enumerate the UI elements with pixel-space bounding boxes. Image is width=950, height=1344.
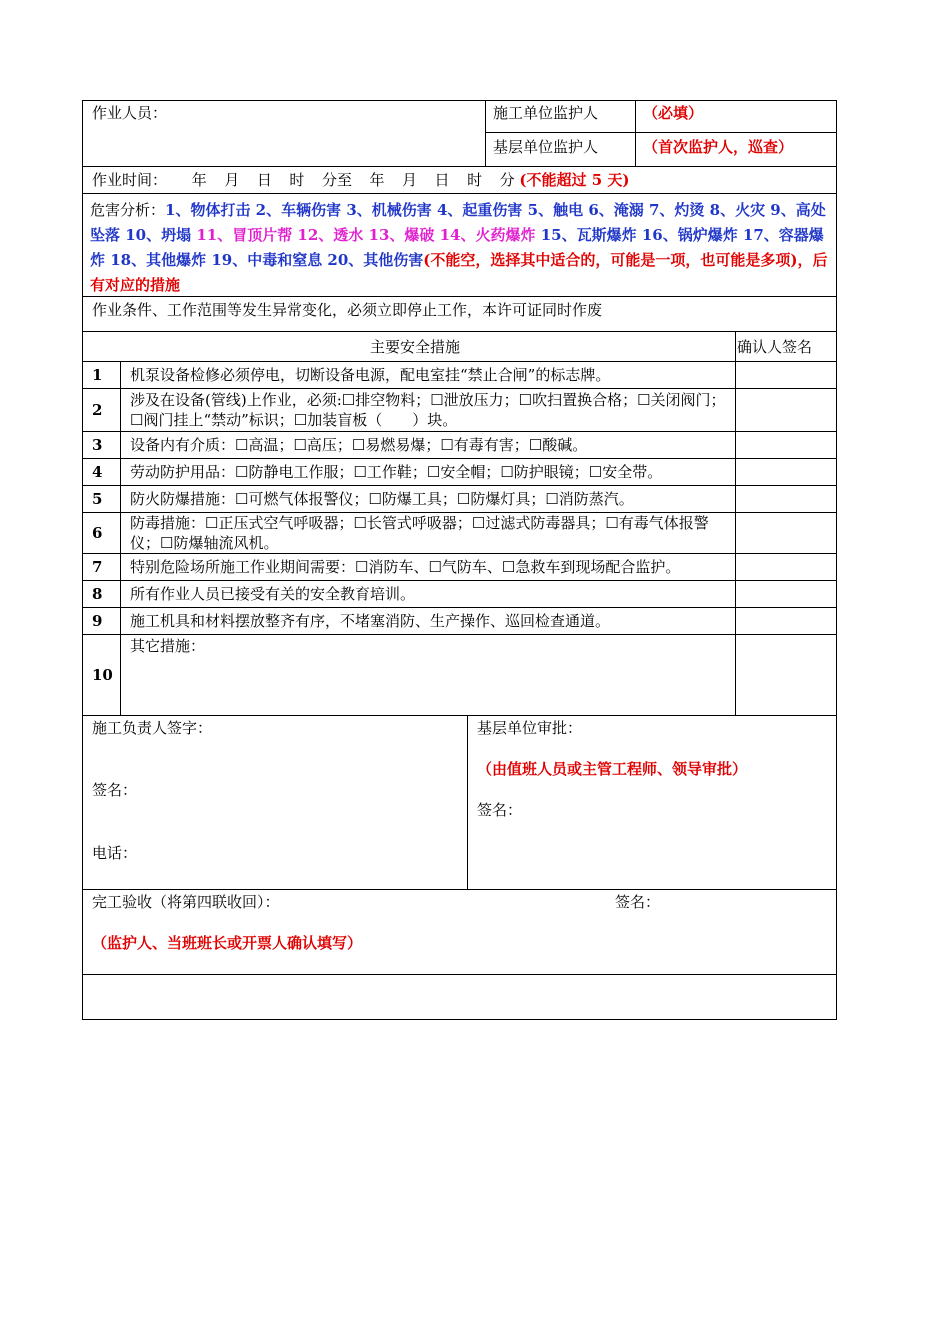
- base-approval-sign-label: 签名：: [477, 801, 523, 819]
- measures-header: 主要安全措施: [370, 338, 461, 356]
- hazard-note: (不能空，选择其中适合的，可能是一项，也可能是多项)，后有对应的措施: [90, 251, 828, 294]
- measure-text: 机泵设备检修必须停电，切断设备电源，配电室挂“禁止合闸”的标志牌。: [130, 366, 611, 384]
- measure-number: 10: [92, 666, 113, 684]
- work-time-note: (不能超过 5 天): [519, 171, 630, 189]
- stop-work-notice: 作业条件、工作范围等发生异常变化，必须立即停止工作，本许可证同时作废: [92, 301, 603, 319]
- measure-text: 涉及在设备(管线)上作业，必须:☐排空物料；☐泄放压力；☐吹扫置换合格；☐关闭阀门；☐阀门挂上“禁动”标识；☐加装盲板（ ）块。: [130, 391, 726, 429]
- work-time-template: 年 月 日 时 分至 年 月 日 时 分: [191, 171, 515, 189]
- measure-text: 特别危险场所施工作业期间需要：☐消防车、☐气防车、☐急救车到现场配合监护。: [130, 558, 681, 576]
- measure-number: 7: [92, 558, 103, 576]
- confirm-signature-header: 确认人签名: [737, 338, 813, 356]
- completion-sign-label: 签名：: [615, 893, 661, 911]
- work-time-label: 作业时间：: [92, 171, 168, 189]
- measure-text: 设备内有介质：☐高温；☐高压；☐易燃易爆；☐有毒有害；☐酸碱。: [130, 436, 588, 454]
- measure-text: 防火防爆措施：☐可燃气体报警仪；☐防爆工具；☐防爆灯具；☐消防蒸汽。: [130, 490, 634, 508]
- measure-number: 5: [92, 490, 103, 508]
- base-approval-label: 基层单位审批：: [477, 719, 583, 737]
- measure-number: 9: [92, 612, 103, 630]
- leader-signature-label: 施工负责人签字：: [92, 719, 213, 737]
- hazard-label: 危害分析：: [90, 201, 166, 219]
- measure-text: 防毒措施：☐正压式空气呼吸器；☐长管式呼吸器；☐过滤式防毒器具；☐有毒气体报警仪；☐防爆轴流风机。: [130, 514, 709, 552]
- hazard-list-3: 15、瓦斯爆炸 16、锅炉爆炸 17、容器爆炸 18、其他爆炸 19、中毒和窒息 20、其他伤害: [90, 226, 824, 269]
- leader-phone-label: 电话：: [92, 844, 138, 862]
- hazard-analysis: [90, 198, 832, 298]
- completion-note: （监护人、当班班长或开票人确认填写）: [92, 934, 363, 952]
- hazard-list-1: 1、物体打击 2、车辆伤害 3、机械伤害 4、起重伤害 5、触电 6、淹溺 7、灼烫 8、火灾 9、高处坠落 10、坍塌: [90, 201, 826, 244]
- base-guardian-note: （首次监护人，巡查）: [643, 138, 794, 156]
- measure-number: 4: [92, 463, 103, 481]
- measure-number: 8: [92, 585, 103, 603]
- base-guardian-label: 基层单位监护人: [493, 138, 599, 156]
- leader-sign-label: 签名：: [92, 781, 138, 799]
- contractor-guardian-label: 施工单位监护人: [493, 104, 599, 122]
- measure-text: 劳动防护用品：☐防静电工作服；☐工作鞋；☐安全帽；☐防护眼镜；☐安全带。: [130, 463, 663, 481]
- base-approval-note: （由值班人员或主管工程师、领导审批）: [477, 760, 748, 778]
- measure-number: 6: [92, 524, 103, 542]
- completion-label: 完工验收（将第四联收回）：: [92, 893, 280, 911]
- measure-number: 3: [92, 436, 103, 454]
- workers-label: 作业人员：: [92, 104, 168, 122]
- work-time-row: [92, 170, 629, 190]
- measure-number: 2: [92, 401, 103, 419]
- measure-text: 其它措施：: [130, 637, 206, 655]
- contractor-guardian-note: （必填）: [643, 104, 704, 122]
- measure-number: 1: [92, 366, 103, 384]
- measure-text: 施工机具和材料摆放整齐有序，不堵塞消防、生产操作、巡回检查通道。: [130, 612, 611, 630]
- hazard-list-2: 11、冒顶片帮 12、透水 13、爆破 14、火药爆炸: [196, 226, 536, 244]
- measure-text: 所有作业人员已接受有关的安全教育培训。: [130, 585, 416, 603]
